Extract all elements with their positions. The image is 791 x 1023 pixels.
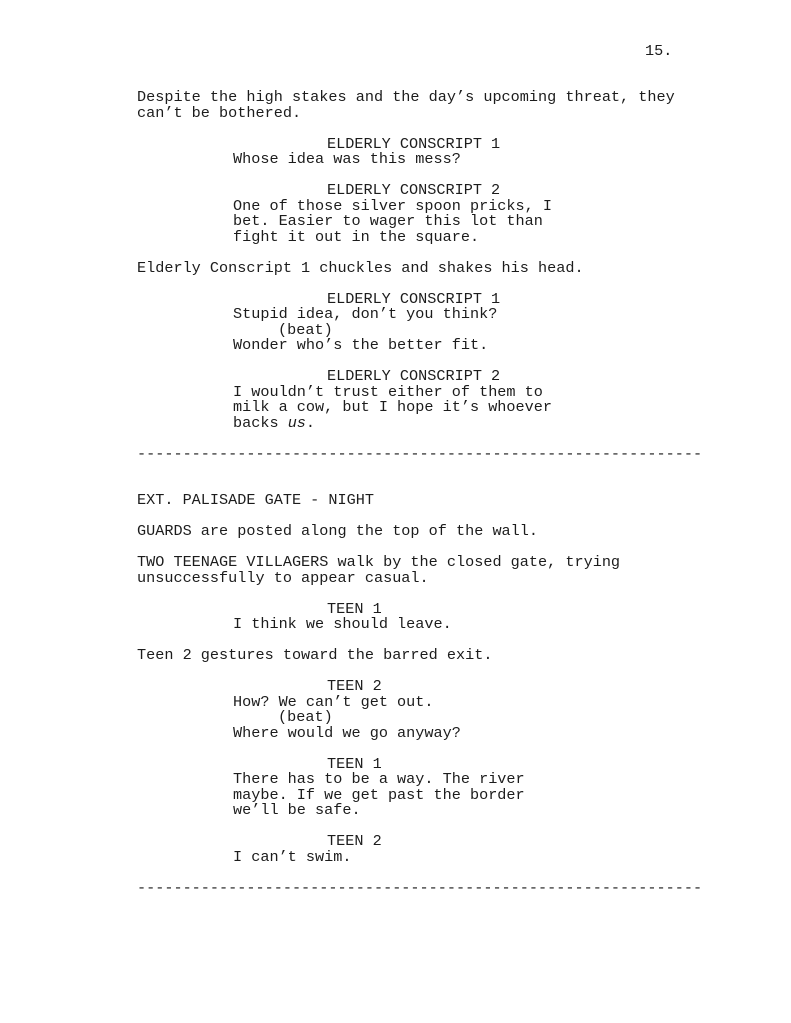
action-line: Teen 2 gestures toward the barred exit.: [137, 646, 493, 664]
dialogue-block: [0, 183, 791, 245]
emphasized-word: us: [287, 413, 306, 432]
dialogue-block: [0, 369, 791, 431]
character-name: TEEN 2: [327, 677, 382, 695]
separator-dashes: --------------------------------------------------------------: [137, 878, 703, 897]
action-block: [0, 524, 791, 540]
dialogue-line: There has to be a way. The river: [233, 770, 525, 788]
scene-heading-text: EXT. PALISADE GATE - NIGHT: [137, 491, 374, 509]
dialogue-line: we’ll be safe.: [233, 801, 361, 819]
dialogue-block: [0, 134, 791, 168]
dialogue-line: milk a cow, but I hope it’s whoever: [233, 398, 552, 416]
dialogue-line: How? We can’t get out.: [233, 692, 434, 711]
character-name: TEEN 1: [327, 754, 382, 773]
action-line: Elderly Conscript 1 chuckles and shakes his head.: [137, 258, 584, 277]
dialogue-block: [0, 834, 791, 865]
parenthetical-line: (beat): [278, 320, 333, 339]
dialogue-line: I wouldn’t trust either of them to: [233, 382, 543, 401]
dialogue-block: [0, 289, 791, 354]
dialogue-line: bet. Easier to wager this lot than: [233, 212, 543, 230]
dialogue-line: I can’t swim.: [233, 847, 352, 866]
character-name: TEEN 1: [327, 599, 382, 618]
character-name: ELDERLY CONSCRIPT 2: [327, 367, 501, 385]
parenthetical-line: (beat): [278, 708, 333, 726]
dialogue-block: [0, 599, 791, 633]
action-line: unsuccessfully to appear casual.: [137, 568, 429, 587]
dialogue-line: maybe. If we get past the border: [233, 785, 525, 804]
action-line: GUARDS are posted along the top of the wall.: [137, 522, 539, 540]
dialogue-block: [0, 679, 791, 741]
dialogue-line: Stupid idea, don’t you think?: [233, 305, 498, 323]
dialogue-text: backs: [233, 413, 288, 432]
scene-heading: [0, 493, 791, 509]
dialogue-line: Where would we go anyway?: [233, 723, 461, 742]
page-number: 15.: [645, 42, 673, 60]
action-block: [0, 648, 791, 664]
dialogue-line: [233, 413, 791, 432]
action-block: [0, 90, 791, 121]
character-name: ELDERLY CONSCRIPT 1: [327, 134, 501, 153]
dialogue-line: One of those silver spoon pricks, I: [233, 196, 552, 215]
dialogue-line: Whose idea was this mess?: [233, 150, 461, 168]
dialogue-text: .: [305, 413, 316, 432]
dialogue-line: I think we should leave.: [233, 615, 452, 633]
character-name: ELDERLY CONSCRIPT 1: [327, 289, 501, 308]
dialogue-line: Wonder who’s the better fit.: [233, 336, 489, 354]
action-line: TWO TEENAGE VILLAGERS walk by the closed gate, trying: [137, 553, 621, 571]
dialogue-line: fight it out in the square.: [233, 227, 480, 246]
action-block: [0, 555, 791, 586]
character-name: ELDERLY CONSCRIPT 2: [327, 181, 501, 199]
separator-dashes: --------------------------------------------------------------: [137, 444, 703, 463]
page-break-separator: [0, 878, 791, 897]
action-block: [0, 258, 791, 277]
dialogue-block: [0, 754, 791, 819]
action-line: Despite the high stakes and the day’s upcoming threat, they: [137, 88, 675, 106]
character-name: TEEN 2: [327, 832, 382, 850]
action-line: can’t be bothered.: [137, 103, 302, 122]
page-break-separator: [0, 444, 791, 463]
script-content: [0, 90, 791, 896]
